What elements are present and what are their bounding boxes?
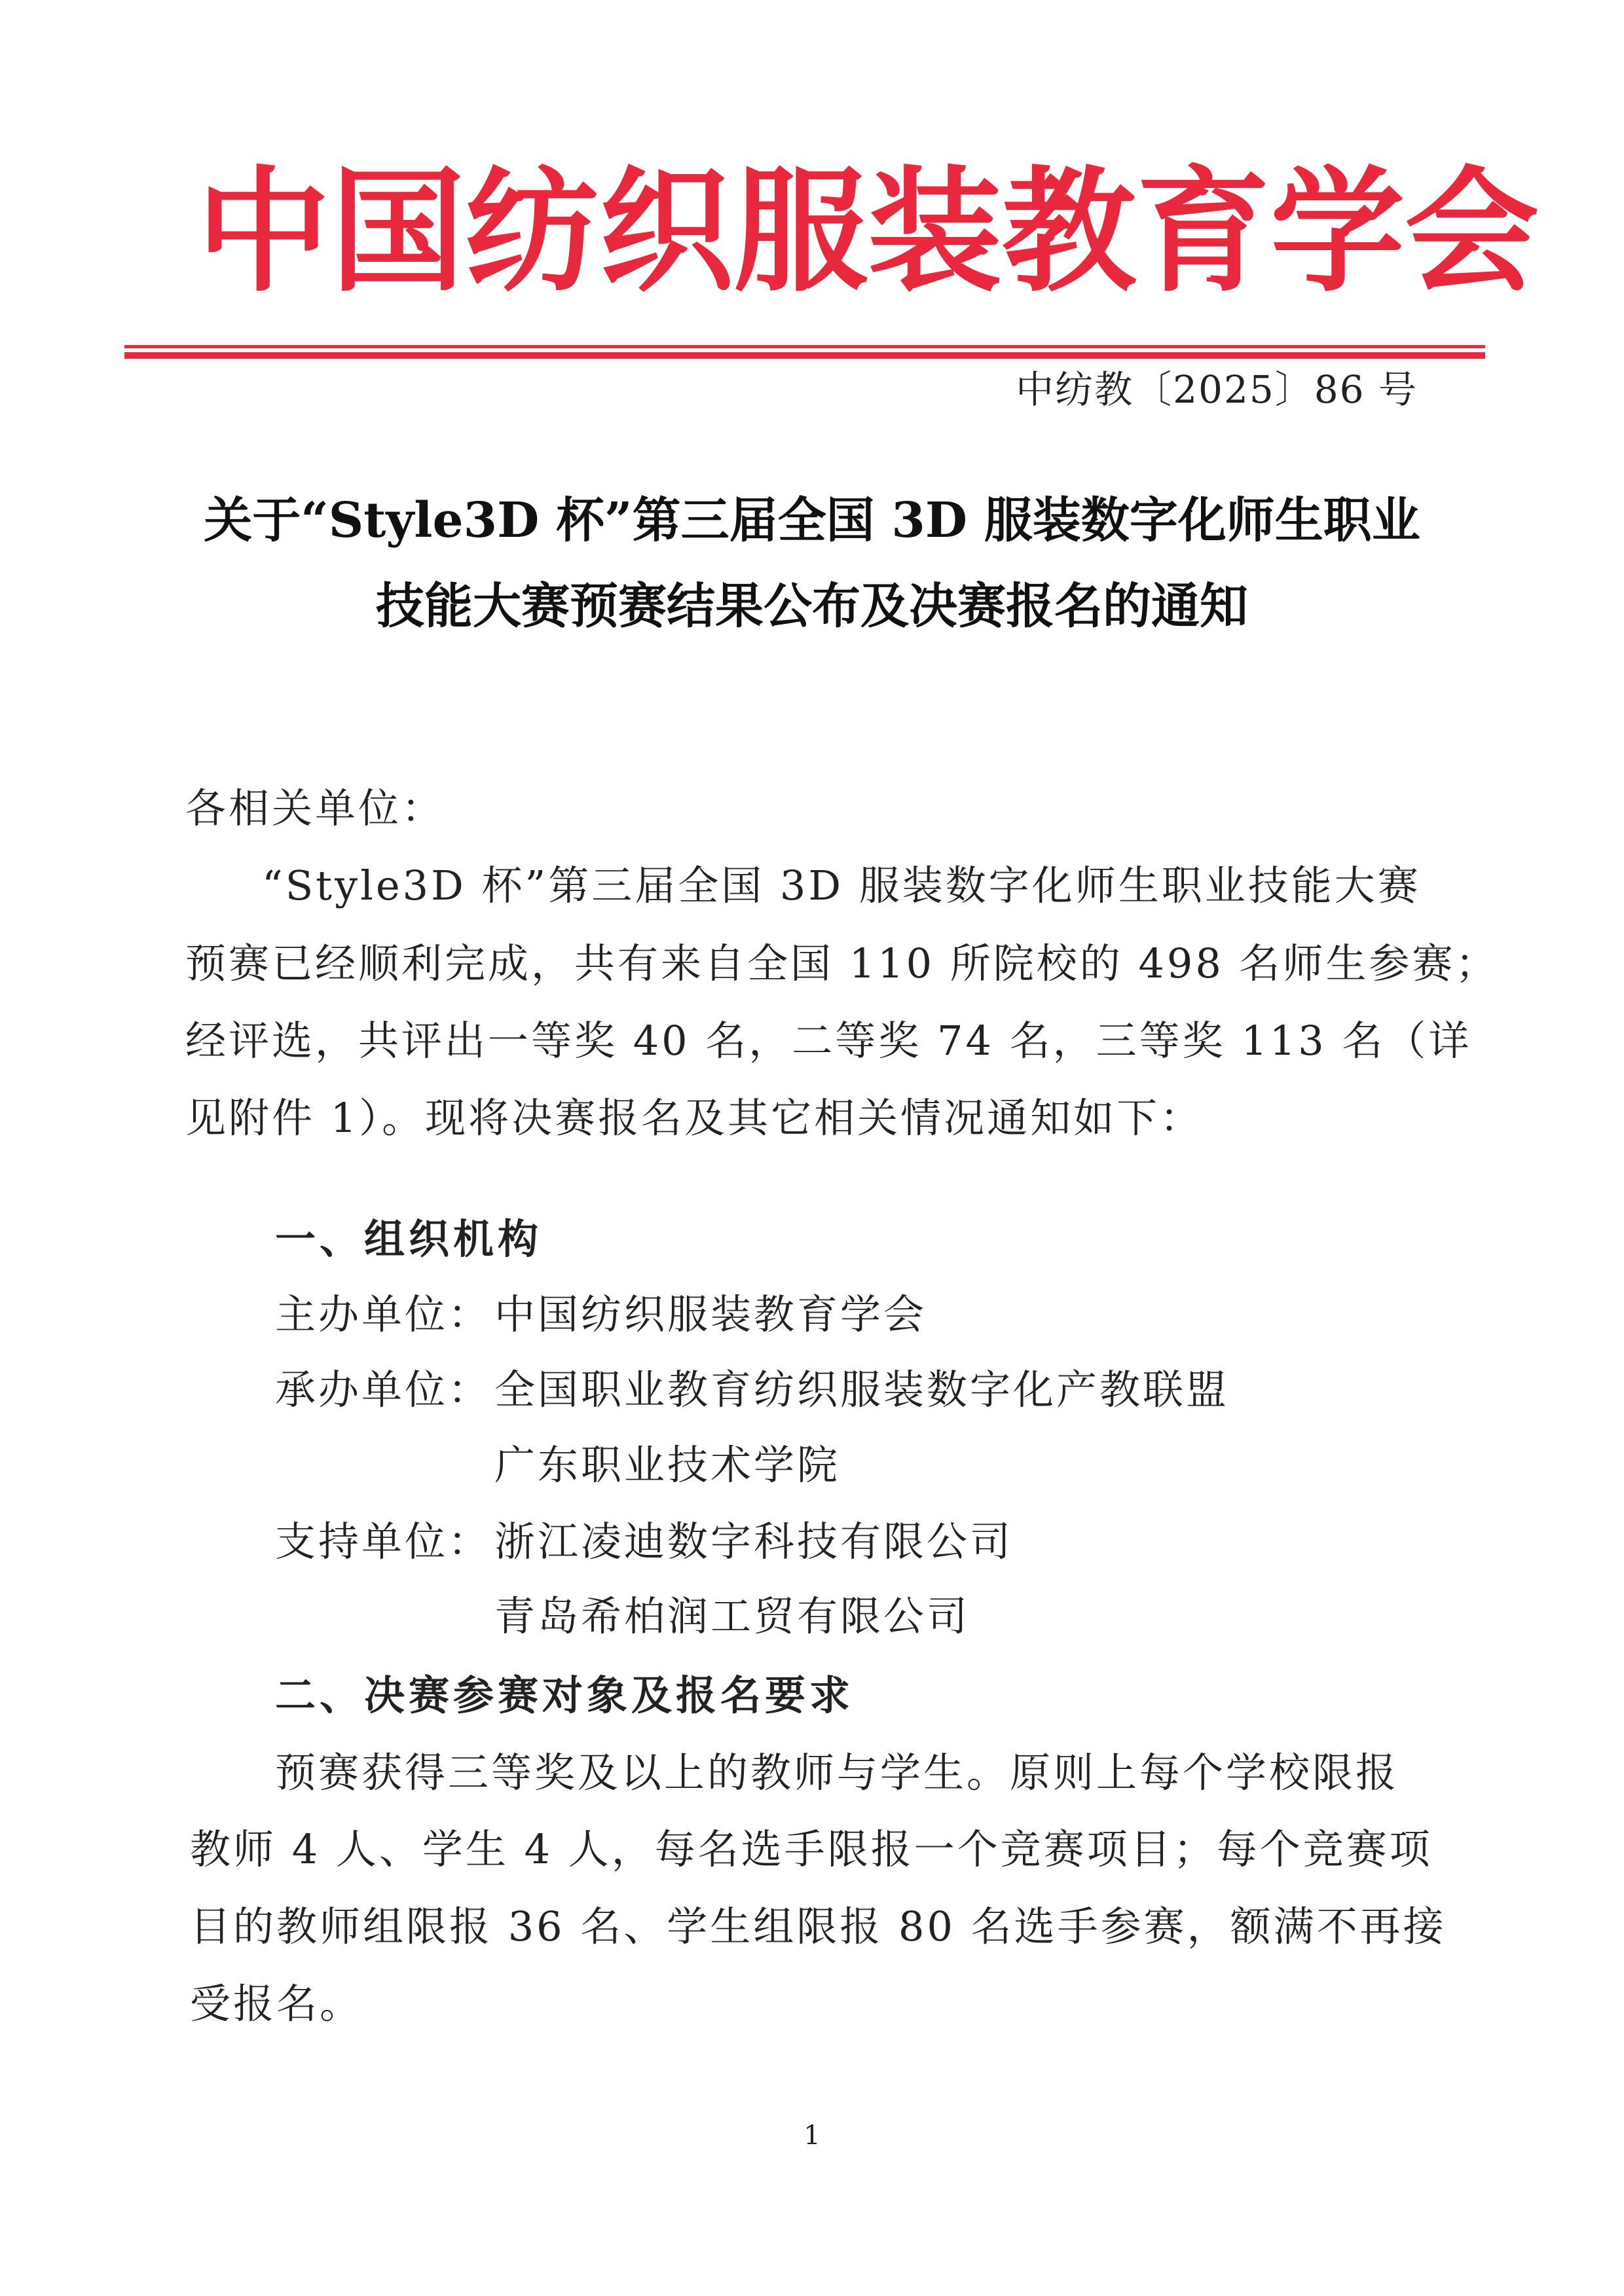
organizer-label: 承办单位： — [275, 1366, 492, 1413]
masthead-rule-thick — [124, 352, 1485, 359]
supporter-1: 浙江凌迪数字科技有限公司 — [494, 1518, 1014, 1565]
section2-line-4: 受报名。 — [190, 1980, 363, 2028]
section1-heading: 一、组织机构 — [275, 1215, 543, 1263]
section2-line-2: 教师 4 人、学生 4 人，每名选手限报一个竞赛项目；每个竞赛项 — [190, 1825, 1433, 1873]
intro-line-3: 经评选，共评出一等奖 40 名，二等奖 74 名，三等奖 113 名（详 — [185, 1017, 1472, 1065]
supporter-2: 青岛希柏润工贸有限公司 — [494, 1592, 970, 1640]
document-title-line-2: 技能大赛预赛结果公布及决赛报名的通知 — [376, 578, 1248, 634]
document-title-line-1: 关于“Style3D 杯”第三届全国 3D 服装数字化师生职业 — [204, 492, 1420, 549]
intro-line-1: “Style3D 杯”第三届全国 3D 服装数字化师生职业技能大赛 — [262, 862, 1421, 909]
masthead-rule-thin — [124, 345, 1485, 348]
host-label: 主办单位： — [275, 1290, 492, 1338]
organizer-2: 广东职业技术学院 — [494, 1441, 841, 1489]
intro-line-2: 预赛已经顺利完成，共有来自全国 110 所院校的 498 名师生参赛； — [185, 939, 1499, 987]
organizer-1: 全国职业教育纺织服装数字化产教联盟 — [494, 1366, 1230, 1413]
section2-heading: 二、决赛参赛对象及报名要求 — [275, 1671, 855, 1719]
document-number: 中纺教〔2025〕86 号 — [1016, 367, 1418, 412]
host-name: 中国纺织服装教育学会 — [494, 1290, 927, 1338]
section2-line-1: 预赛获得三等奖及以上的教师与学生。原则上每个学校限报 — [275, 1749, 1399, 1796]
section2-line-3: 目的教师组限报 36 名、学生组限报 80 名选手参赛，额满不再接 — [190, 1903, 1447, 1950]
page-number: 1 — [803, 2121, 821, 2151]
intro-line-4: 见附件 1）。现将决赛报名及其它相关情况通知如下： — [185, 1094, 1204, 1142]
masthead-title: 中国纺织服装教育学会 — [196, 155, 1539, 310]
supporter-label: 支持单位： — [275, 1518, 492, 1565]
salutation: 各相关单位： — [185, 784, 445, 832]
